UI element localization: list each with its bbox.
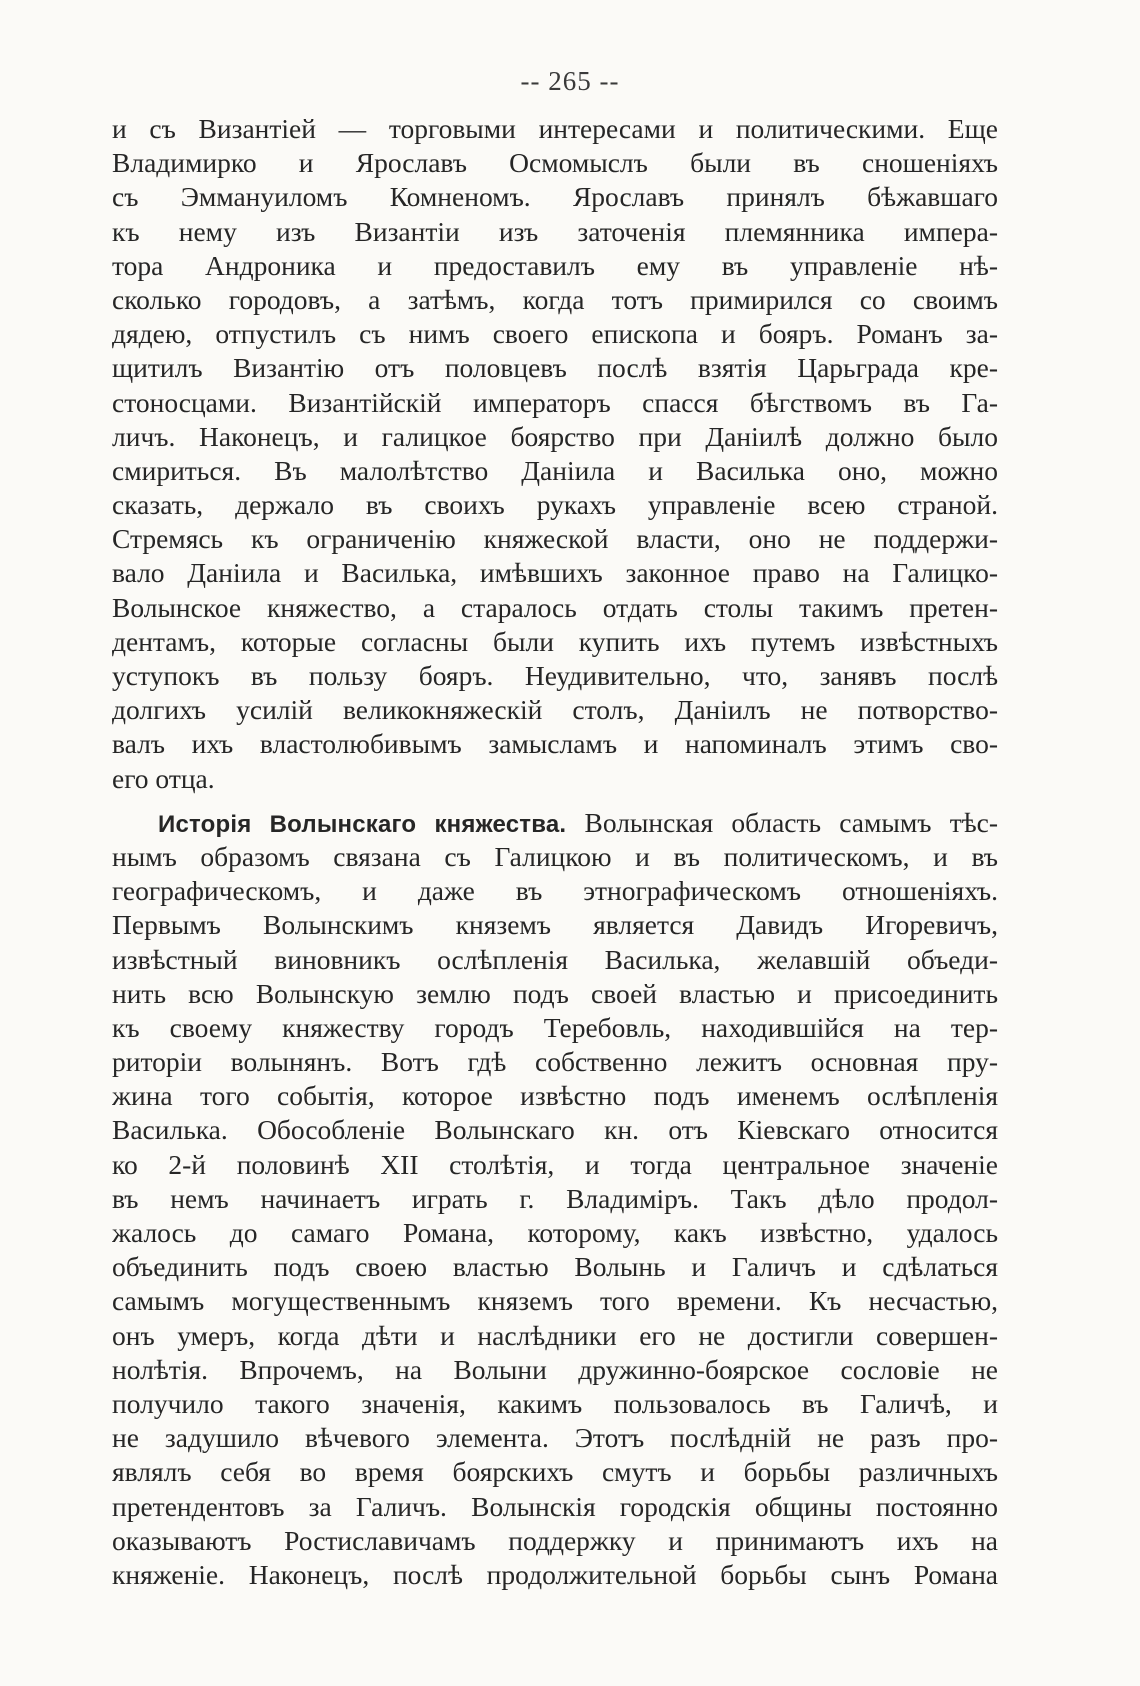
text-line: его отца. bbox=[112, 762, 215, 794]
section-heading: Исторія Волынскаго княжества. bbox=[158, 810, 567, 838]
text-line: претендентовъ за Галичъ. Волынскія городскія общины постоянно bbox=[112, 1490, 998, 1522]
text-line: и съ Византіей — торговыми интересами и политическими. Еще bbox=[112, 113, 998, 144]
paragraph-2 bbox=[112, 806, 998, 1592]
text-line: къ нему изъ Византіи изъ заточенія племянника импера- bbox=[112, 215, 998, 247]
text-line: ко 2-й половинѣ XII столѣтія, и тогда центральное значеніе bbox=[112, 1148, 998, 1180]
text-line: нить всю Волынскую землю подъ своей властью и присоединить bbox=[112, 977, 998, 1009]
text-line: дядею, отпустилъ съ нимъ своего епископа и бояръ. Романъ за- bbox=[112, 318, 998, 350]
text-line: нымъ образомъ связана съ Галицкою и въ политическомъ, и въ bbox=[112, 840, 998, 872]
text-line: извѣстный виновникъ ослѣпленія Василька, желавшій объеди- bbox=[112, 943, 998, 975]
text-line-with-heading bbox=[112, 806, 998, 840]
text-line: оказываютъ Ростиславичамъ поддержку и принимаютъ ихъ на bbox=[112, 1524, 998, 1556]
text-line: валъ ихъ властолюбивымъ замысламъ и напоминалъ этимъ сво- bbox=[112, 728, 998, 760]
text-line: нолѣтія. Впрочемъ, на Волыни дружинно-боярское сословіе не bbox=[112, 1353, 998, 1385]
text-line: Волынское княжество, а старалось отдать столы такимъ претен- bbox=[112, 591, 998, 623]
page-number: -- 265 -- bbox=[520, 66, 620, 96]
text-line: Стремясь къ ограниченію княжеской власти, оно не поддержи- bbox=[112, 523, 998, 555]
text-line: сказать, держало въ своихъ рукахъ управленіе всею страной. bbox=[112, 489, 998, 521]
text-line: риторіи волынянъ. Вотъ гдѣ собственно лежитъ основная пру- bbox=[112, 1046, 998, 1078]
text-line: объединить подъ своею властью Волынь и Галичъ и сдѣлаться bbox=[112, 1251, 998, 1283]
text-line: княженіе. Наконецъ, послѣ продолжительной борьбы сынъ Романа bbox=[112, 1558, 998, 1590]
text-line: географическомъ, и даже въ этнографическомъ отношеніяхъ. bbox=[112, 875, 998, 907]
text-line: получило такого значенія, какимъ пользовалось въ Галичѣ, и bbox=[112, 1387, 998, 1419]
text-line: самымъ могущественнымъ княземъ того времени. Къ несчастью, bbox=[112, 1285, 998, 1317]
text-line: Владимирко и Ярославъ Осмомыслъ были въ сношеніяхъ bbox=[112, 147, 998, 179]
text-line: долгихъ усилій великокняжескій столъ, Даніилъ не потворство- bbox=[112, 694, 998, 726]
text-line: не задушило вѣчевого элемента. Этотъ послѣдній не разъ про- bbox=[112, 1422, 998, 1454]
text-line: жалось до самаго Романа, которому, какъ извѣстно, удалось bbox=[112, 1217, 998, 1248]
text-body bbox=[112, 112, 998, 1592]
paragraph-gap bbox=[112, 796, 998, 806]
text-line: сколько городовъ, а затѣмъ, когда тотъ примирился со своимъ bbox=[112, 283, 998, 315]
paragraph-1 bbox=[112, 112, 998, 796]
text-line: стоносцами. Византійскій императоръ спасся бѣгствомъ въ Га- bbox=[112, 386, 998, 418]
text-line: уступокъ въ пользу бояръ. Неудивительно, что, занявъ послѣ bbox=[112, 660, 998, 691]
text-line: съ Эммануиломъ Комненомъ. Ярославъ принялъ бѣжавшаго bbox=[112, 181, 998, 213]
text-line: къ своему княжеству городъ Теребовль, находившійся на тер- bbox=[112, 1011, 998, 1043]
text-line: смириться. Въ малолѣтство Даніила и Василька оно, можно bbox=[112, 454, 998, 486]
text-line: онъ умеръ, когда дѣти и наслѣдники его не достигли совершен- bbox=[112, 1319, 998, 1351]
text-line: жина того событія, которое извѣстно подъ именемъ ослѣпленія bbox=[112, 1080, 998, 1112]
text-line: тора Андроника и предоставилъ ему въ управленіе нѣ- bbox=[112, 249, 998, 281]
text-line: Василька. Обособленіе Волынскаго кн. отъ Кіевскаго относится bbox=[112, 1114, 998, 1146]
text-line: личъ. Наконецъ, и галицкое боярство при Даніилѣ должно было bbox=[112, 420, 998, 452]
text-line: являлъ себя во время боярскихъ смутъ и борьбы различныхъ bbox=[112, 1456, 998, 1488]
text-line: Первымъ Волынскимъ княземъ является Давидъ Игоревичъ, bbox=[112, 909, 998, 941]
text-line: вало Даніила и Василька, имѣвшихъ законное право на Галицко- bbox=[112, 557, 998, 589]
text-line: щитилъ Византію отъ половцевъ послѣ взятія Царьграда кре- bbox=[112, 352, 998, 384]
text-line: дентамъ, которые согласны были купить ихъ путемъ извѣстныхъ bbox=[112, 625, 998, 657]
text-run: Волынская область самымъ тѣс- bbox=[584, 806, 998, 838]
text-line: въ немъ начинаетъ играть г. Владиміръ. Такъ дѣло продол- bbox=[112, 1182, 998, 1214]
